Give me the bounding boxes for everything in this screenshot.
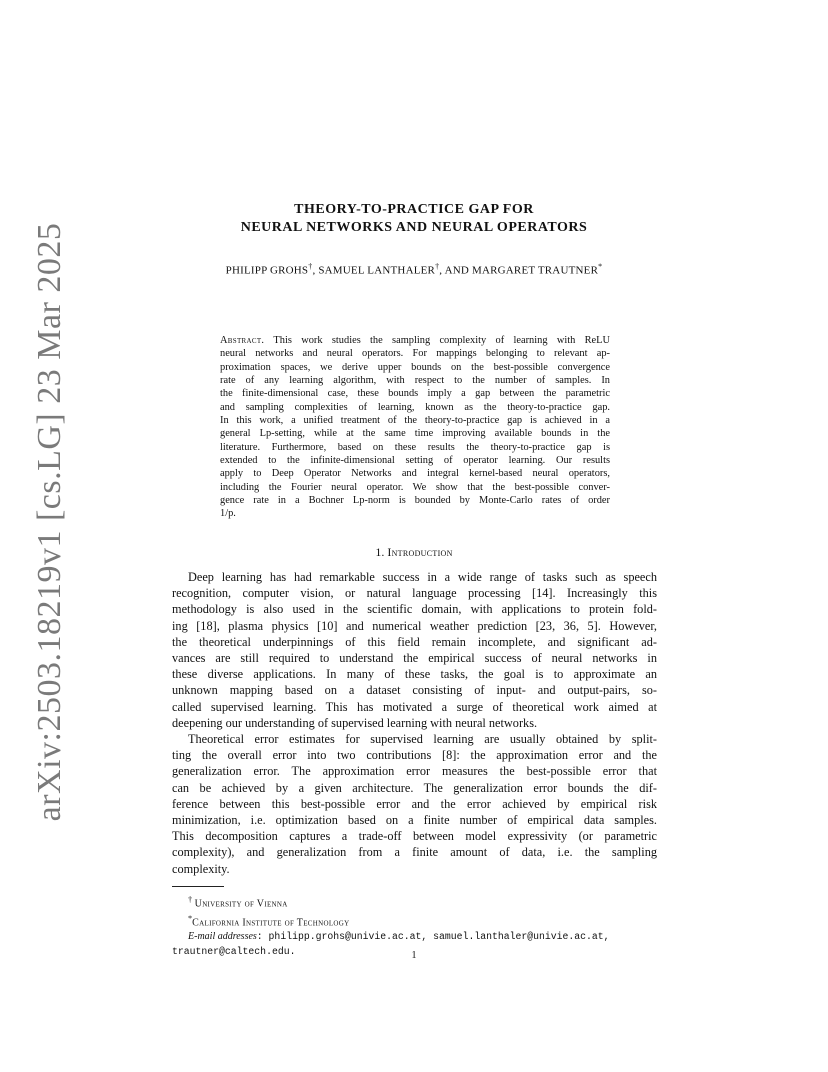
abstract [220,334,610,521]
abstract-line: general Lp-setting, while at the same time improving available bounds in the [220,428,610,440]
abstract-line: 1/p. [220,508,236,520]
author-1: PHILIPP GROHS [225,264,309,277]
paragraph-2 [172,731,657,877]
paragraph-line: vances are still required to understand the empirical success of neural networks in [172,650,657,665]
section-title: Introduction [387,545,453,559]
page-number: 1 [411,950,417,961]
paragraph-line: Deep learning has had remarkable success in a wide range of tasks such as speech [188,570,657,584]
footnote-divider [172,886,224,887]
paragraph-line: This decomposition captures a trade-off between model expressivity (or parametric [172,829,657,844]
abstract-line: rate of any learning algorithm, with respect to the number of samples. In [220,375,610,387]
arxiv-identifier-stamp: arXiv:2503.18219v1 [cs.LG] 23 Mar 2025 [31,222,68,822]
title-line-2: NEURAL NETWORKS AND NEURAL OPERATORS [240,220,588,235]
abstract-line: literature. Furthermore, based on these results the theory-to-practice gap is [220,441,610,453]
paragraph-1 [172,569,657,731]
paragraph-line: generalization error. The approximation error measures the best-possible error that [172,764,657,779]
email-address-continued: trautner@caltech.edu. [172,945,296,957]
paragraph-line: Theoretical error estimates for supervised learning are usually obtained by split- [188,732,657,746]
paragraph-line: these diverse applications. In many of these tasks, the goal is to approximate an [172,667,657,682]
abstract-line: including the Fourier neural operator. We show that the best-possible conver- [220,481,610,493]
paragraph-line: ting the overall error into two contributions [8]: the approximation error and the [172,748,657,763]
paragraph-line: the theoretical underpinnings of this field remain incomplete, and significant ad- [172,634,657,649]
footnote-affiliation-1: † University of Vienna [188,895,288,910]
author-3-mark: * [598,262,603,271]
abstract-line: proximation spaces, we derive upper bounds on the best-possible convergence [220,361,610,373]
emails-label: E-mail addresses [188,931,257,943]
abstract-line: apply to Deep Operator Networks and integral kernel-based neural operators, [220,468,610,480]
paragraph-line: complexity), and generalization from a finite amount of data, i.e. the sampling [172,845,657,860]
paragraph-line: unknown mapping based on a dataset consisting of input- and output-pairs, so- [172,683,657,698]
paragraph-line: complexity. [172,861,230,876]
footnote-emails [172,930,657,944]
paragraph-line: called supervised learning. This has motivated a surge of theoretical work aimed at [172,699,657,714]
abstract-line: In this work, a unified treatment of the theory-to-practice gap is achieved in a [220,415,610,427]
author-1-mark: † [308,262,313,271]
abstract-line: neural networks and neural operators. For mappings belonging to relevant ap- [220,348,610,360]
paragraph-line: ing [18], plasma physics [10] and numerical weather prediction [23, 36, 5]. However, [172,618,657,633]
title-line-1: THEORY-TO-PRACTICE GAP FOR [294,202,534,217]
abstract-line: gence rate in a Bochner Lp-norm is bounded by Monte-Carlo rates of order [220,495,610,507]
author-3: , AND MARGARET TRAUTNER [439,264,599,277]
paragraph-line: can be achieved by a given architecture. The generalization error bounds the dif- [172,780,657,795]
email-addresses: : philipp.grohs@univie.ac.at, samuel.lanthaler@univie.ac.at, [256,931,610,943]
abstract-line: Abstract. This work studies the sampling complexity of learning with ReLU [220,335,610,346]
section-number: 1. [375,545,385,559]
abstract-heading: Abstract. [220,335,265,346]
paragraph-line: ference between this best-possible error and the error achieved by empirical risk [172,796,657,811]
paper-title [172,201,656,237]
abstract-line: the finite-dimensional case, these bounds imply a gap between the parametric [220,388,610,400]
section-heading [172,545,656,560]
author-2: , SAMUEL LANTHALER [312,264,436,277]
author-list [172,262,656,277]
paragraph-line: methodology is also used in the scientific domain, with applications to protein fold- [172,602,657,617]
abstract-line: extended to the infinite-dimensional setting of operator learning. Our results [220,455,610,467]
footnote-affiliation-2: *California Institute of Technology [188,913,350,929]
paragraph-line: recognition, computer vision, or natural language processing [14]. Increasingly this [172,586,657,601]
author-2-mark: † [435,262,440,271]
paragraph-line: minimization, i.e. optimization based on a finite number of empirical data samples. [172,812,657,827]
abstract-line: and sampling complexities of learning, known as the theory-to-practice gap. [220,401,610,413]
paragraph-line: deepening our understanding of supervised learning with neural networks. [172,715,538,730]
